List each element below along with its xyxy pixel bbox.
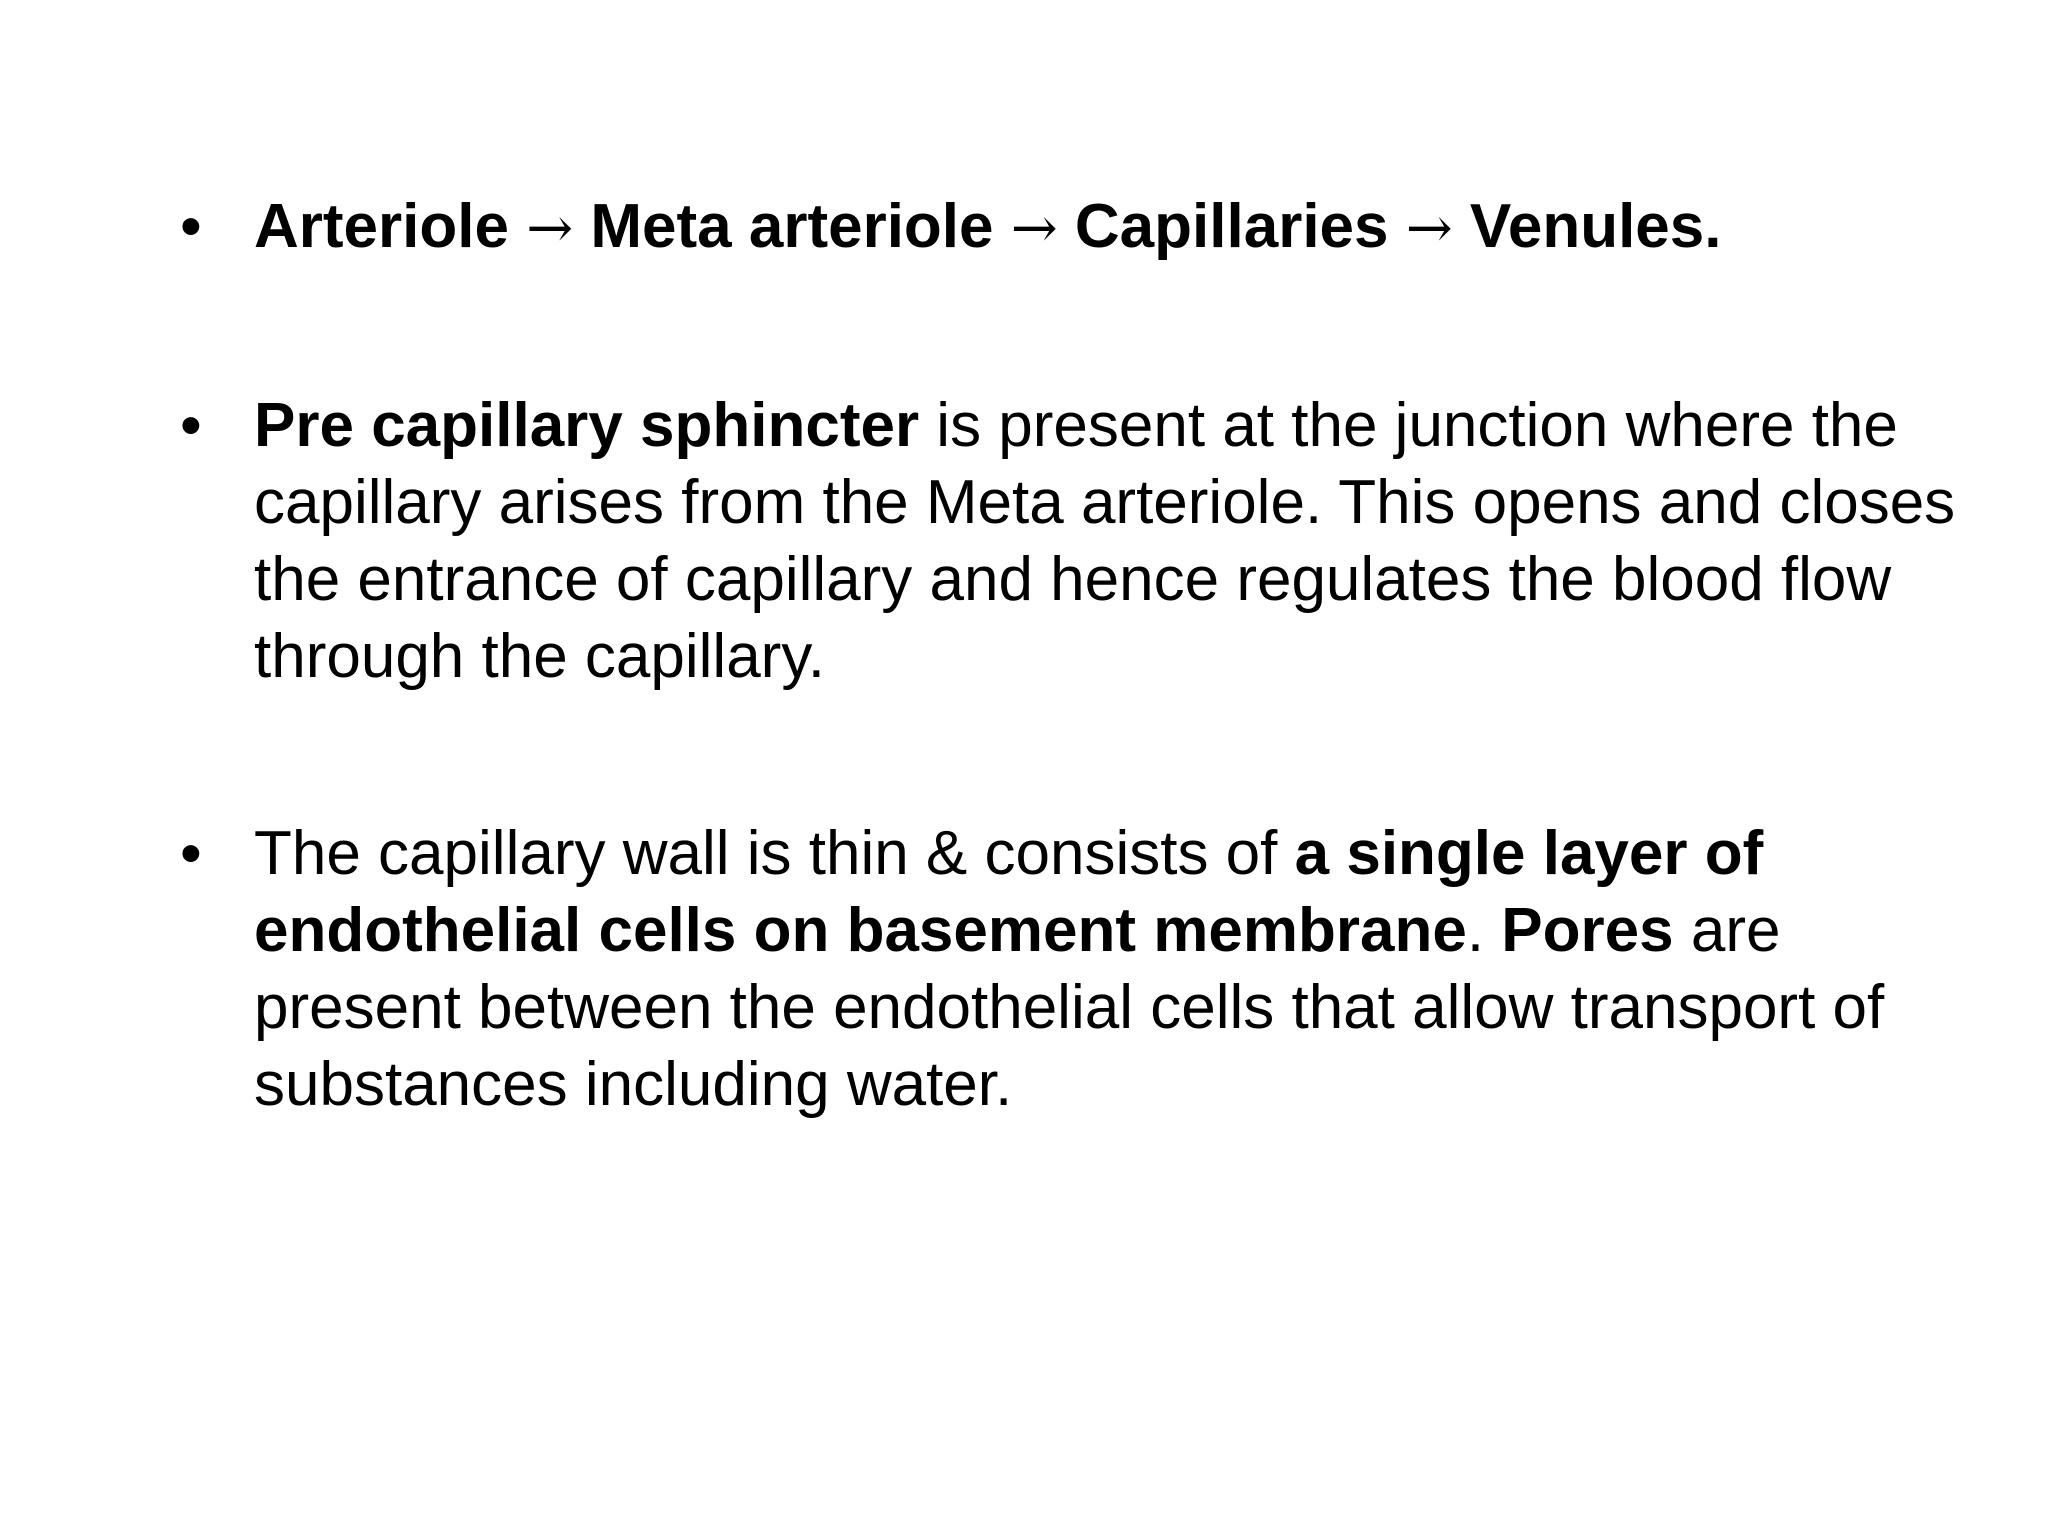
bullet-symbol: • bbox=[180, 391, 202, 460]
bullet-list bbox=[180, 188, 2000, 1123]
bullet-capillary-wall bbox=[180, 815, 2000, 1123]
bullet-symbol: • bbox=[180, 192, 202, 261]
flow-step-meta-arteriole: Meta arteriole bbox=[590, 192, 994, 261]
arrow-right-icon: → bbox=[1010, 196, 1058, 261]
arrow-right-icon: → bbox=[526, 196, 574, 261]
flow-step-arteriole: Arteriole bbox=[254, 192, 509, 261]
term-single-layer: a single layer of endothelial cells on basement membrane bbox=[254, 819, 1764, 965]
capillary-wall-text-b: . bbox=[1466, 896, 1502, 965]
term-pre-capillary-sphincter: Pre capillary sphincter bbox=[254, 391, 920, 460]
term-pores: Pores bbox=[1501, 896, 1674, 965]
capillary-wall-text-a: The capillary wall is thin & consists of bbox=[254, 819, 1295, 888]
bullet-sphincter bbox=[180, 387, 2000, 695]
arrow-right-icon: → bbox=[1405, 196, 1453, 261]
flow-step-capillaries: Capillaries bbox=[1074, 192, 1389, 261]
capillary-wall-text-c: are present between the endothelial cells that allow transport of substances including water. bbox=[254, 896, 1885, 1119]
bullet-flow bbox=[180, 188, 2000, 267]
sphincter-description: is present at the junction where the capillary arises from the Meta arteriole. This opens and closes the entrance of capillary and hence regulates the blood flow through the capillary. bbox=[254, 391, 1956, 691]
bullet-symbol: • bbox=[180, 819, 202, 888]
flow-step-venules: Venules. bbox=[1469, 192, 1722, 261]
